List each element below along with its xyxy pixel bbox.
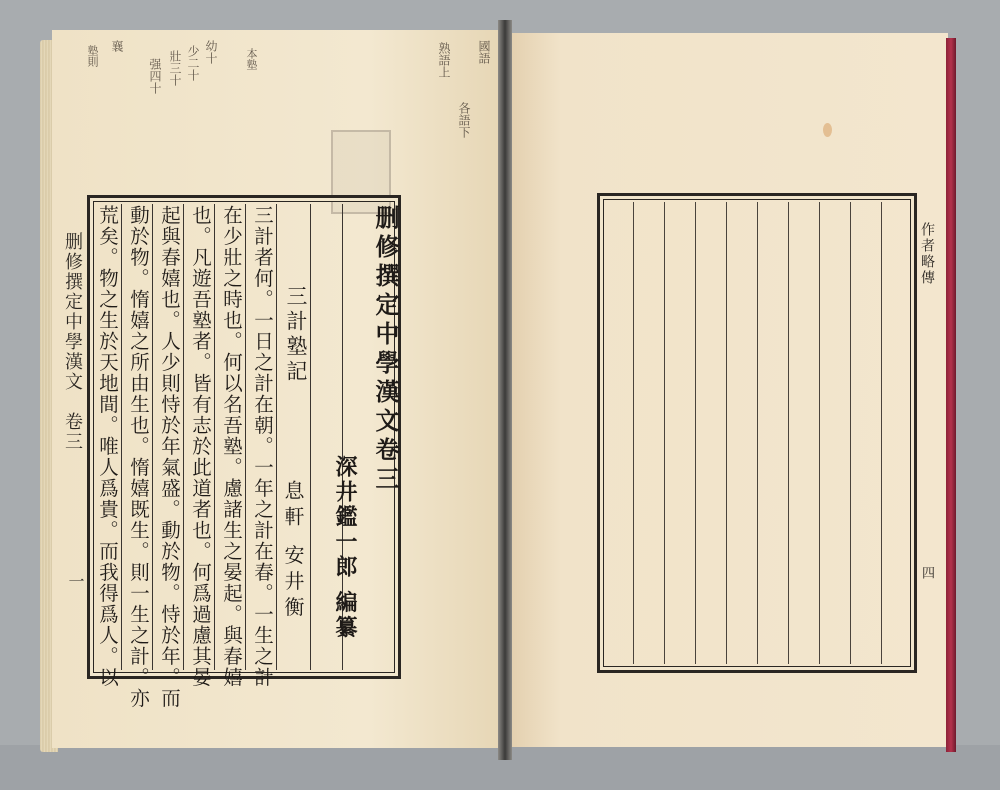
book-title: 删修撰定中學漢文卷三 [371, 205, 400, 495]
column-rule [881, 202, 882, 664]
column-rule [310, 204, 311, 670]
column-rule [214, 204, 215, 670]
column-rule [695, 202, 696, 664]
handwritten-note: 少二十 [186, 45, 200, 81]
column-rule [757, 202, 758, 664]
book-spine [498, 20, 512, 760]
column-rule [152, 204, 153, 670]
handwritten-note: 强四十 [148, 58, 162, 94]
column-rule [664, 202, 665, 664]
body-text-line: 起與春嬉也。人少則恃於年氣盛。動於物。恃於年。而 [158, 205, 181, 709]
column-rule [788, 202, 789, 664]
column-rule [121, 204, 122, 670]
author-credit: 息軒 安井衡 [281, 480, 305, 623]
body-text-line: 動於物。惰嬉之所由生也。惰嬉既生。則一生之計。亦 [127, 205, 150, 709]
column-rule [245, 204, 246, 670]
page-number-right: 四 [919, 566, 934, 579]
handwritten-note: 熟語上 [437, 42, 451, 78]
handwritten-note: 各語下 [457, 102, 471, 138]
column-rule [726, 202, 727, 664]
body-text-line: 荒矣。物之生於天地間。唯人爲貴。而我得爲人。以 [96, 205, 119, 688]
handwritten-note: 壯三十 [168, 50, 182, 86]
running-head-right: 作者略傳 [919, 222, 935, 286]
column-rule [633, 202, 634, 664]
running-head-left: 删修撰定中學漢文 卷三 [62, 232, 83, 452]
body-text-line: 三計者何。一日之計在朝。一年之計在春。一生之計 [251, 205, 274, 688]
handwritten-note: 國語 [477, 40, 491, 64]
handwritten-note: 襄 [110, 40, 124, 52]
column-rule [183, 204, 184, 670]
column-rule [850, 202, 851, 664]
body-text-line: 也。凡遊吾塾者。皆有志於此道者也。何爲過慮其晏 [189, 205, 212, 688]
body-text-line: 在少壯之時也。何以名吾塾。慮諸生之晏起。與春嬉 [220, 205, 243, 688]
column-rule [276, 204, 277, 670]
handwritten-note: 本塾 [245, 48, 258, 70]
editor-credit: 深井鑑一郎 編纂 [332, 455, 358, 641]
paper-stain [823, 123, 832, 137]
handwritten-note: 塾則 [86, 45, 99, 67]
handwritten-note: 幼十 [204, 40, 218, 64]
empty-ruled-frame [597, 193, 917, 673]
page-number-left: 一 [66, 573, 85, 589]
cover-edge [946, 38, 956, 752]
column-rule [819, 202, 820, 664]
section-title: 三計塾記 [284, 285, 308, 385]
